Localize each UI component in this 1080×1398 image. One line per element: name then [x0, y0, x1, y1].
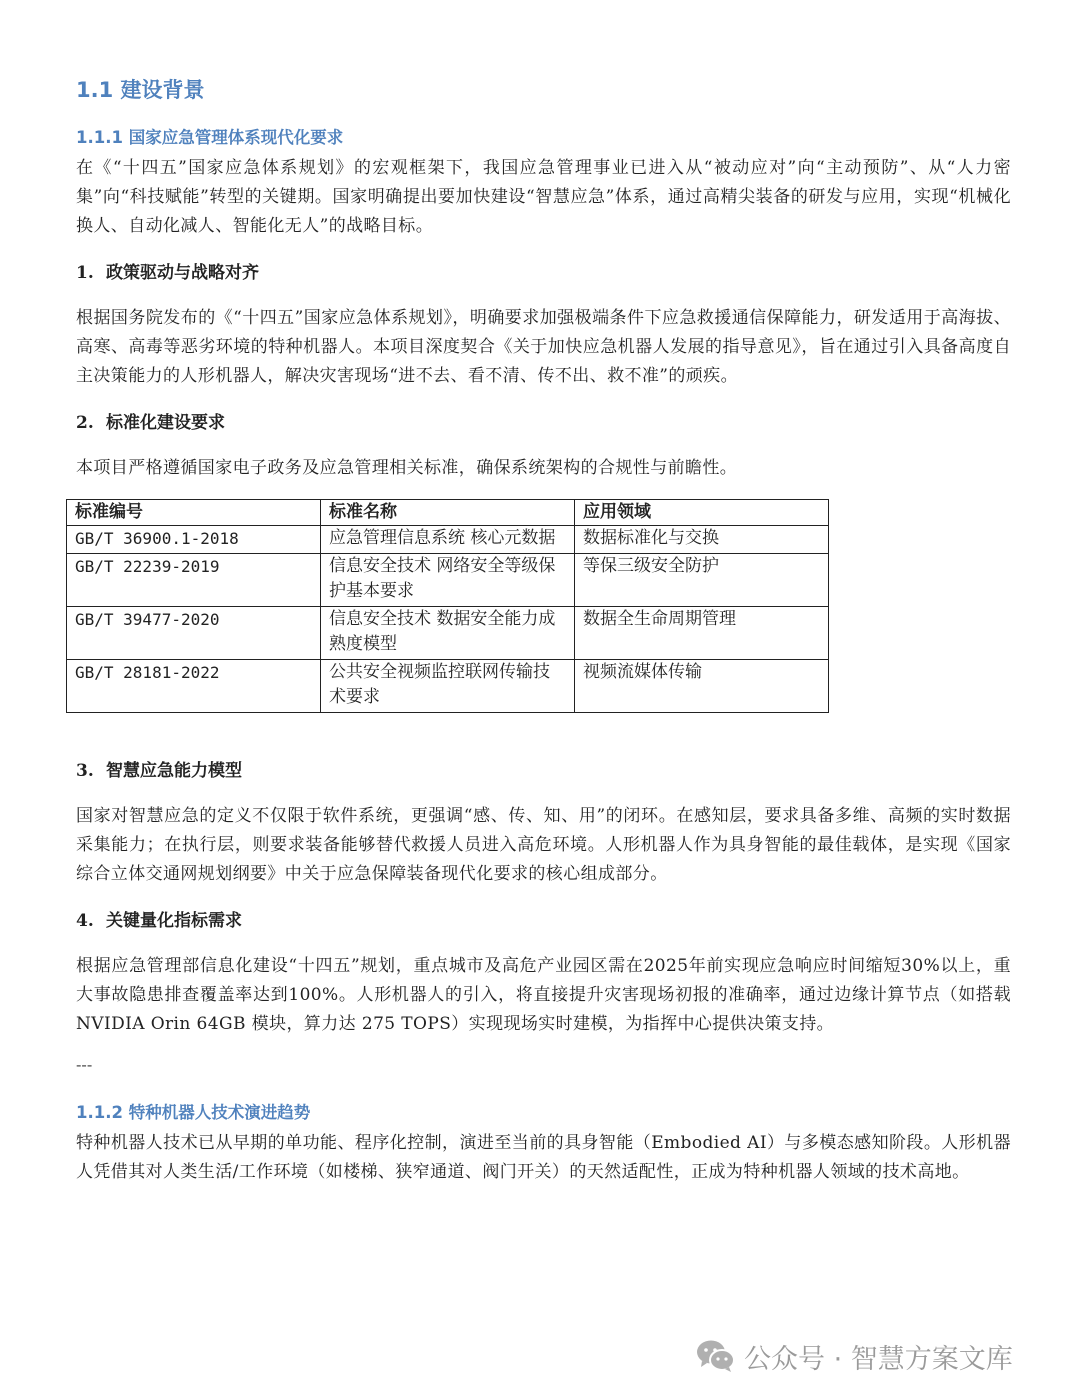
table-header-cell: 标准编号 [67, 500, 321, 526]
standard-name: 公共安全视频监控联网传输技术要求 [321, 660, 575, 713]
section-title: 1.1 建设背景 [76, 78, 205, 102]
table-row [67, 526, 829, 554]
table-header-cell: 应用领域 [575, 500, 829, 526]
item-heading-3 [76, 757, 1011, 786]
item-number: 2. [76, 413, 94, 433]
item-heading-1 [76, 259, 1011, 288]
standard-code: GB/T 36900.1-2018 [67, 526, 321, 554]
item-paragraph-3: 国家对智慧应急的定义不仅限于软件系统，更强调“感、传、知、用”的闭环。在感知层，要求具备多维、高频的实时数据采集能力；在执行层，则要求装备能够替代救援人员进入高危环境。人形机器人作为具身智能的最佳载体，是实现《国家综合立体交通网规划纲要》中关于应急保障装备现代化要求的核心组成部分。 [76, 806, 1011, 884]
item-paragraph-4: 根据应急管理部信息化建设“十四五”规划，重点城市及高危产业园区需在2025年前实现应急响应时间缩短30%以上，重大事故隐患排查覆盖率达到100%。人形机器人的引入，将直接提升灾害现场初报的准确率，通过边缘计算节点（如搭载 NVIDIA Orin 64GB 模块，算力达 275 TOPS）实现现场实时建模，为指挥中心提供决策支持。 [76, 956, 1011, 1034]
table-header-cell: 标准名称 [321, 500, 575, 526]
item-title: 政策驱动与战略对齐 [106, 263, 259, 283]
standard-code: GB/T 22239-2019 [67, 554, 321, 607]
standard-field: 数据标准化与交换 [575, 526, 829, 554]
document-page [76, 70, 1011, 1187]
standard-name: 信息安全技术 网络安全等级保护基本要求 [321, 554, 575, 607]
standard-field: 等保三级安全防护 [575, 554, 829, 607]
standard-field: 数据全生命周期管理 [575, 607, 829, 660]
watermark [696, 1336, 1013, 1376]
subsection-title-2: 1.1.2 特种机器人技术演进趋势 [76, 1103, 311, 1122]
standard-field: 视频流媒体传输 [575, 660, 829, 713]
item-number: 4. [76, 911, 94, 931]
item-heading-2 [76, 409, 1011, 438]
table-row [67, 607, 829, 660]
item-number: 3. [76, 761, 94, 781]
standard-name: 应急管理信息系统 核心元数据 [321, 526, 575, 554]
item-title: 标准化建设要求 [106, 413, 225, 433]
item-number: 1. [76, 263, 94, 283]
item-heading-4 [76, 907, 1011, 936]
standard-code: GB/T 28181-2022 [67, 660, 321, 713]
subsection-paragraph-2: 特种机器人技术已从早期的单功能、程序化控制，演进至当前的具身智能（Embodied AI）与多模态感知阶段。人形机器人凭借其对人类生活/工作环境（如楼梯、狭窄通道、阀门开关）的天然适配性，正成为特种机器人领域的技术高地。 [76, 1133, 1011, 1182]
wechat-icon [696, 1339, 736, 1373]
horizontal-rule-text: --- [76, 1055, 93, 1074]
standard-name: 信息安全技术 数据安全能力成熟度模型 [321, 607, 575, 660]
table-row [67, 660, 829, 713]
standards-table [66, 499, 829, 713]
item-paragraph-1: 根据国务院发布的《“十四五”国家应急体系规划》，明确要求加强极端条件下应急救援通信保障能力，研发适用于高海拔、高寒、高毒等恶劣环境的特种机器人。本项目深度契合《关于加快应急机器人发展的指导意见》，旨在通过引入具备高度自主决策能力的人形机器人，解决灾害现场“进不去、看不清、传不出、救不准”的顽疾。 [76, 308, 1011, 386]
subsection-title-1: 1.1.1 国家应急管理体系现代化要求 [76, 128, 344, 147]
watermark-text: 公众号 · 智慧方案文库 [744, 1343, 1013, 1375]
standard-code: GB/T 39477-2020 [67, 607, 321, 660]
item-paragraph-2: 本项目严格遵循国家电子政务及应急管理相关标准，确保系统架构的合规性与前瞻性。 [76, 458, 738, 478]
item-title: 关键量化指标需求 [106, 911, 242, 931]
subsection-intro: 在《“十四五”国家应急体系规划》的宏观框架下，我国应急管理事业已进入从“被动应对”向“主动预防”、从“人力密集”向“科技赋能”转型的关键期。国家明确提出要加快建设“智慧应急”体系，通过高精尖装备的研发与应用，实现“机械化换人、自动化减人、智能化无人”的战略目标。 [76, 158, 1011, 236]
table-row [67, 554, 829, 607]
item-title: 智慧应急能力模型 [106, 761, 242, 781]
table-header-row [67, 500, 829, 526]
